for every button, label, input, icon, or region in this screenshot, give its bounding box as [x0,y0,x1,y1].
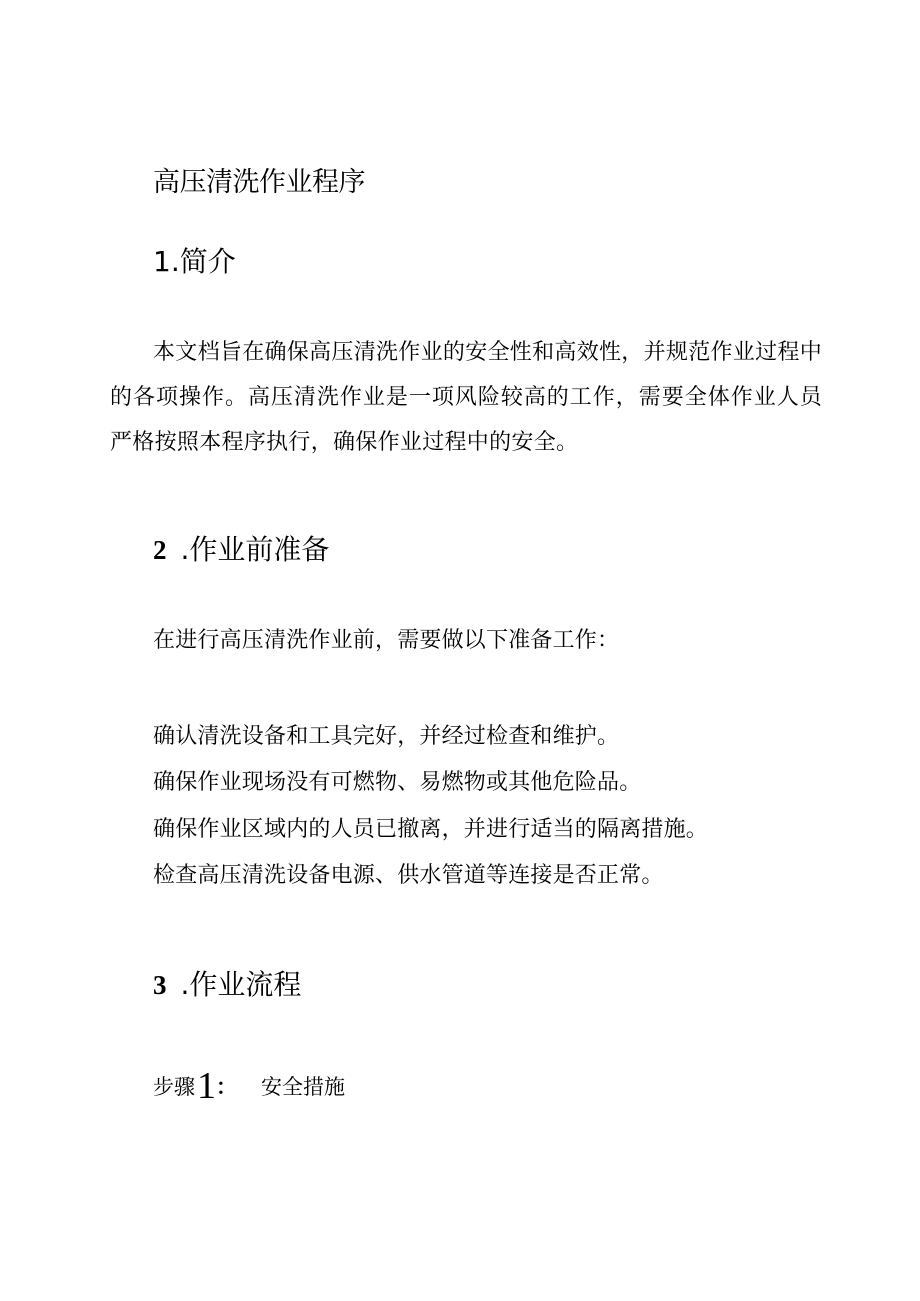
step-1-heading [153,1064,345,1108]
section-2-number: 2 [153,535,167,565]
step-number: 1 [197,1065,216,1107]
list-item: 确保作业现场没有可燃物、易燃物或其他危险品。 [153,770,642,795]
section-1-paragraph: 本文档旨在确保高压清洗作业的安全性和高效性，并规范作业过程中的各项操作。高压清洗作业是一项风险较高的工作，需要全体作业人员严格按照本程序执行，确保作业过程中的安全。 [110,340,823,455]
list-item: 检查高压清洗设备电源、供水管道等连接是否正常。 [153,863,664,888]
section-3-title: .作业流程 [180,968,302,1001]
section-2-intro: 在进行高压清洗作业前，需要做以下准备工作： [153,628,620,653]
section-3-heading [153,965,301,1005]
step-colon: ： [216,1075,237,1099]
section-2-title: .作业前准备 [180,533,330,566]
step-label: 安全措施 [261,1075,345,1099]
step-prefix: 步骤 [153,1075,195,1099]
list-item: 确认清洗设备和工具完好，并经过检查和维护。 [153,724,620,749]
section-3-number: 3 [153,970,167,1000]
document-title: 高压清洗作业程序 [153,167,365,198]
section-1-heading [153,242,236,282]
section-2-heading [153,530,329,570]
section-1-number: 1. [153,245,180,278]
section-1-title: 简介 [179,245,236,278]
list-item: 确保作业区域内的人员已撤离，并进行适当的隔离措施。 [153,817,709,842]
